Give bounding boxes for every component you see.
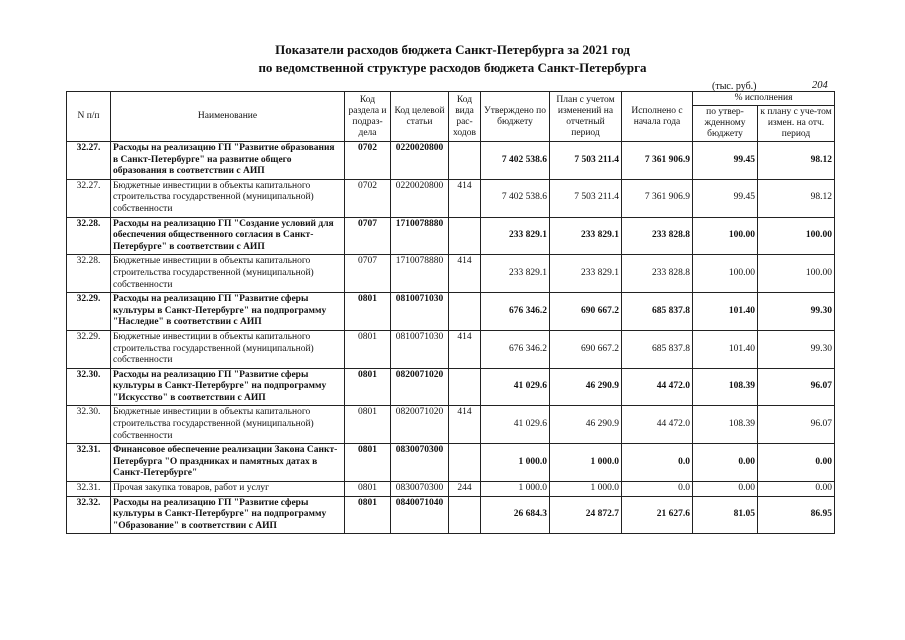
row-razdel-code: 0702 [345,179,391,217]
row-name: Бюджетные инвестиции в объекты капитального строительства государственной (муниципальной) собственности [111,330,345,368]
row-pct-approved: 99.45 [693,179,758,217]
header-pct-approved: по утвер-жденному бюджету [693,106,758,142]
row-number: 32.30. [67,368,111,406]
row-approved: 676 346.2 [481,293,550,331]
row-expense-code: 414 [449,179,481,217]
row-number: 32.27. [67,179,111,217]
row-number: 32.27. [67,142,111,180]
table-row [67,496,835,534]
row-expense-code: 244 [449,482,481,497]
row-razdel-code: 0801 [345,482,391,497]
table-row [67,406,835,444]
row-pct-approved: 101.40 [693,330,758,368]
row-plan: 1 000.0 [550,444,622,482]
row-target-code: 0830070300 [391,444,449,482]
row-pct-plan: 100.00 [758,255,835,293]
table-row [67,217,835,255]
row-approved: 1 000.0 [481,444,550,482]
row-razdel-code: 0801 [345,293,391,331]
row-executed: 0.0 [622,482,693,497]
row-pct-approved: 0.00 [693,482,758,497]
table-row [67,444,835,482]
row-expense-code [449,496,481,534]
row-plan: 7 503 211.4 [550,142,622,180]
row-expense-code [449,444,481,482]
row-approved: 26 684.3 [481,496,550,534]
row-target-code: 1710078880 [391,217,449,255]
row-pct-approved: 101.40 [693,293,758,331]
header-pct-plan: к плану с уче-том измен. на отч. период [758,106,835,142]
row-name: Бюджетные инвестиции в объекты капитального строительства государственной (муниципальной) собственности [111,406,345,444]
unit-label: (тыс. руб.) [712,81,757,92]
row-pct-approved: 0.00 [693,444,758,482]
row-name: Бюджетные инвестиции в объекты капитального строительства государственной (муниципальной) собственности [111,179,345,217]
row-executed: 233 828.8 [622,217,693,255]
header-razdel: Код раздела и подраз-дела [345,92,391,142]
row-number: 32.32. [67,496,111,534]
row-number: 32.31. [67,482,111,497]
row-name: Прочая закупка товаров, работ и услуг [111,482,345,497]
row-executed: 685 837.8 [622,293,693,331]
header-name: Наименование [111,92,345,142]
row-executed: 0.0 [622,444,693,482]
budget-table [66,91,835,534]
row-target-code: 1710078880 [391,255,449,293]
row-target-code: 0820071020 [391,368,449,406]
report-subtitle: по ведомственной структуре расходов бюджета Санкт-Петербурга [258,60,647,75]
row-target-code: 0220020800 [391,142,449,180]
row-pct-approved: 100.00 [693,217,758,255]
row-executed: 7 361 906.9 [622,179,693,217]
row-number: 32.31. [67,444,111,482]
row-razdel-code: 0801 [345,496,391,534]
row-approved: 233 829.1 [481,217,550,255]
row-pct-plan: 86.95 [758,496,835,534]
table-body [67,142,835,534]
row-name: Финансовое обеспечение реализации Закона Санкт-Петербурга "О праздниках и памятных датах в Санкт-Петербурге" [111,444,345,482]
row-expense-code: 414 [449,255,481,293]
row-target-code: 0220020800 [391,179,449,217]
row-executed: 21 627.6 [622,496,693,534]
row-number: 32.29. [67,330,111,368]
table-row [67,368,835,406]
table-row [67,255,835,293]
row-pct-plan: 99.30 [758,293,835,331]
row-pct-approved: 81.05 [693,496,758,534]
row-approved: 41 029.6 [481,406,550,444]
table-header [67,92,835,142]
row-expense-code [449,142,481,180]
header-pct-group: % исполнения [693,92,835,106]
row-name: Расходы на реализацию ГП "Создание условий для обеспечения общественного согласия в Санкт-Петербурге" в соответствии с АИП [111,217,345,255]
table-row [67,293,835,331]
row-pct-approved: 99.45 [693,142,758,180]
row-razdel-code: 0702 [345,142,391,180]
row-approved: 7 402 538.6 [481,142,550,180]
row-plan: 233 829.1 [550,217,622,255]
header-executed: Исполнено с начала года [622,92,693,142]
row-pct-plan: 98.12 [758,179,835,217]
table-row [67,482,835,497]
row-target-code: 0810071030 [391,330,449,368]
row-expense-code [449,368,481,406]
row-executed: 685 837.8 [622,330,693,368]
header-celevaya: Код целевой статьи [391,92,449,142]
row-number: 32.29. [67,293,111,331]
row-pct-approved: 108.39 [693,406,758,444]
row-executed: 44 472.0 [622,368,693,406]
row-executed: 7 361 906.9 [622,142,693,180]
row-plan: 24 872.7 [550,496,622,534]
row-number: 32.30. [67,406,111,444]
row-razdel-code: 0707 [345,217,391,255]
row-target-code: 0810071030 [391,293,449,331]
row-approved: 7 402 538.6 [481,179,550,217]
row-razdel-code: 0801 [345,444,391,482]
row-plan: 233 829.1 [550,255,622,293]
row-target-code: 0820071020 [391,406,449,444]
row-approved: 41 029.6 [481,368,550,406]
header-plan: План с учетом изменений на отчетный период [550,92,622,142]
row-executed: 233 828.8 [622,255,693,293]
row-razdel-code: 0707 [345,255,391,293]
row-name: Расходы на реализацию ГП "Развитие образования в Санкт-Петербурге" на развитие общего образования в соответствии с АИП [111,142,345,180]
row-pct-plan: 98.12 [758,142,835,180]
row-expense-code [449,293,481,331]
row-pct-approved: 100.00 [693,255,758,293]
row-plan: 1 000.0 [550,482,622,497]
row-name: Расходы на реализацию ГП "Развитие сферы культуры в Санкт-Петербурге" на подпрограмму "Искусство" в соответствии с АИП [111,368,345,406]
table-row [67,142,835,180]
header-vid: Код вида рас-ходов [449,92,481,142]
row-plan: 46 290.9 [550,368,622,406]
row-name: Бюджетные инвестиции в объекты капитального строительства государственной (муниципальной) собственности [111,255,345,293]
row-approved: 1 000.0 [481,482,550,497]
row-number: 32.28. [67,217,111,255]
row-pct-plan: 0.00 [758,482,835,497]
row-plan: 46 290.9 [550,406,622,444]
row-pct-approved: 108.39 [693,368,758,406]
row-approved: 676 346.2 [481,330,550,368]
row-number: 32.28. [67,255,111,293]
row-razdel-code: 0801 [345,368,391,406]
row-expense-code [449,217,481,255]
row-plan: 690 667.2 [550,293,622,331]
table-row [67,179,835,217]
row-executed: 44 472.0 [622,406,693,444]
page-number: 204 [812,80,828,91]
row-expense-code: 414 [449,406,481,444]
header-num: N п/п [67,92,111,142]
table-row [67,330,835,368]
row-approved: 233 829.1 [481,255,550,293]
row-pct-plan: 100.00 [758,217,835,255]
row-pct-plan: 0.00 [758,444,835,482]
row-name: Расходы на реализацию ГП "Развитие сферы культуры в Санкт-Петербурге" на подпрограмму "Наследие" в соответствии с АИП [111,293,345,331]
row-plan: 7 503 211.4 [550,179,622,217]
row-target-code: 0840071040 [391,496,449,534]
row-pct-plan: 96.07 [758,368,835,406]
row-pct-plan: 96.07 [758,406,835,444]
row-plan: 690 667.2 [550,330,622,368]
header-approved: Утверждено по бюджету [481,92,550,142]
row-expense-code: 414 [449,330,481,368]
row-pct-plan: 99.30 [758,330,835,368]
row-target-code: 0830070300 [391,482,449,497]
row-name: Расходы на реализацию ГП "Развитие сферы культуры в Санкт-Петербурге" на подпрограмму "Образование" в соответствии с АИП [111,496,345,534]
report-title: Показатели расходов бюджета Санкт-Петербурга за 2021 год [275,42,630,57]
row-razdel-code: 0801 [345,330,391,368]
row-razdel-code: 0801 [345,406,391,444]
